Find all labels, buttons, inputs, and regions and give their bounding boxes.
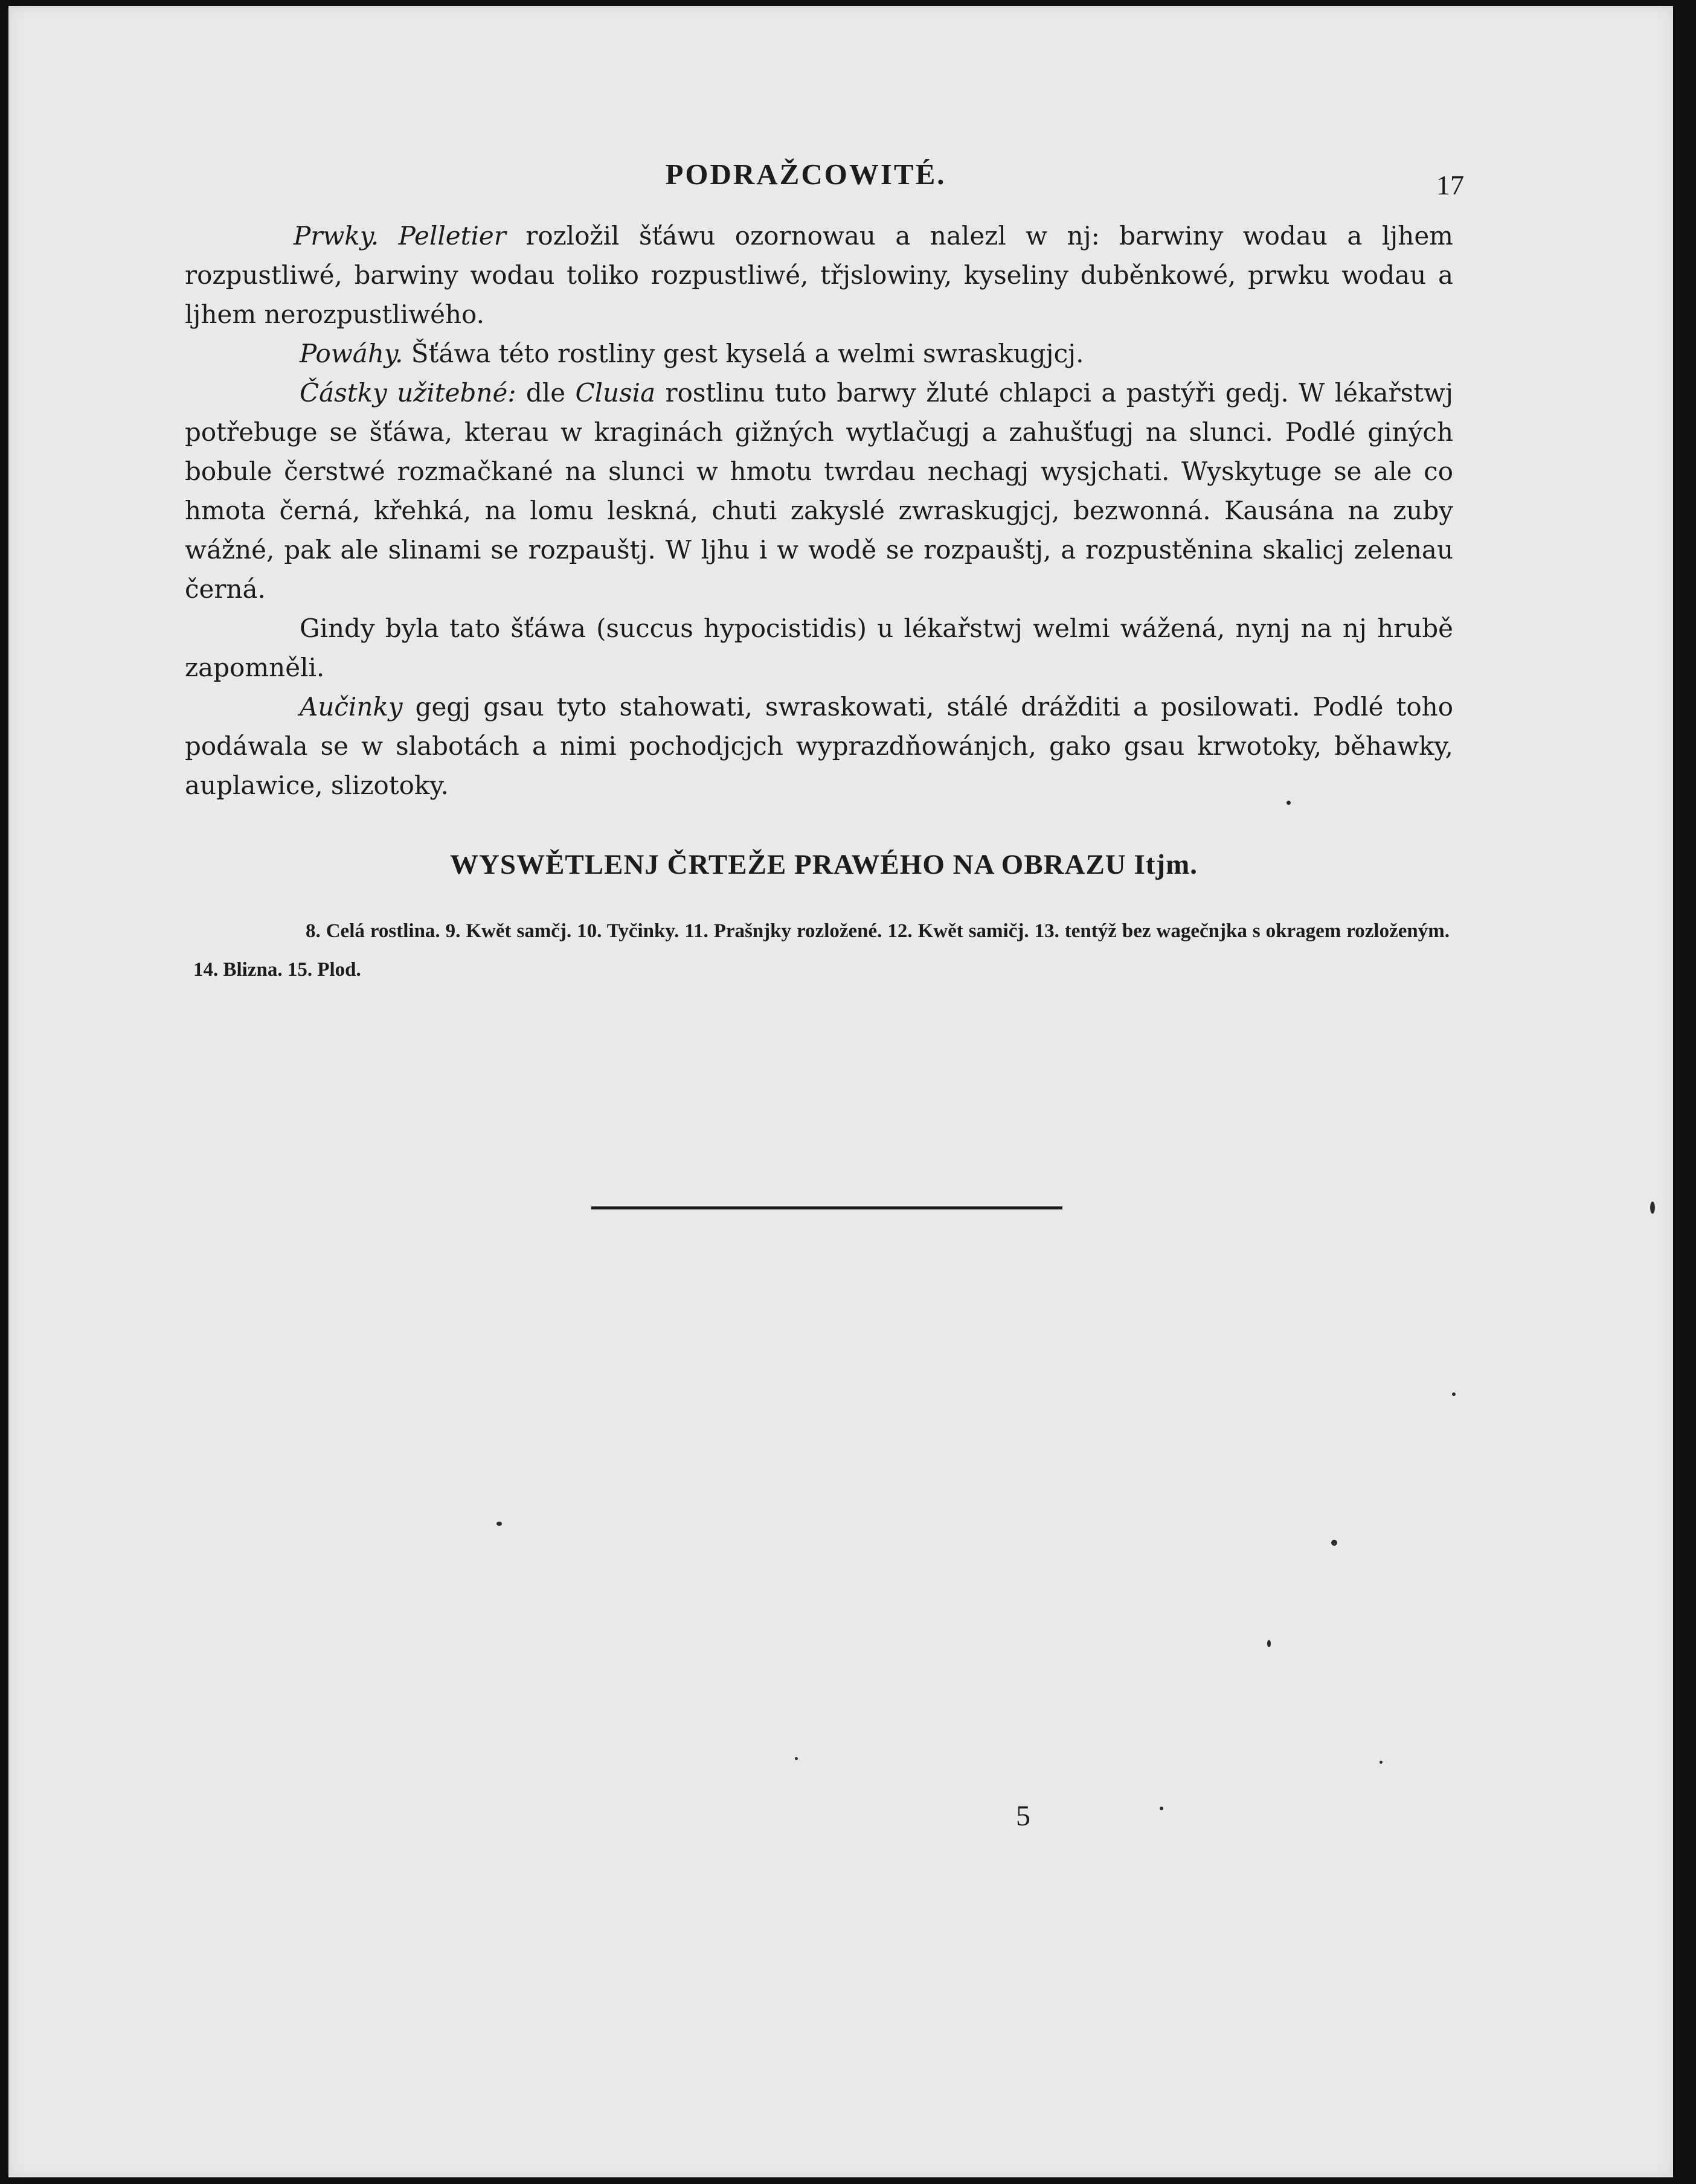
- paragraph-label: Powáhy.: [300, 339, 403, 368]
- paragraph-prwky: [185, 216, 1453, 334]
- signature-mark: 5: [1016, 1800, 1030, 1832]
- author-name: Clusia: [575, 378, 656, 408]
- body-text: [185, 216, 1453, 805]
- print-speck: [1286, 801, 1291, 805]
- print-speck: [1331, 1540, 1337, 1546]
- print-speck: [1650, 1202, 1655, 1214]
- paragraph-text: dle: [516, 378, 576, 408]
- paragraph-aucinky: [185, 687, 1453, 805]
- paragraph-label: Aučinky: [300, 692, 403, 722]
- paragraph-text: Gindy byla tato šťáwa (succus hypocistidis) u lékařstwj welmi wážená, nynj na nj hrubě zapomněli.: [185, 613, 1453, 682]
- page-sheet: [8, 6, 1673, 2177]
- print-speck: [1452, 1392, 1456, 1396]
- print-speck: [496, 1522, 502, 1526]
- paragraph-castky: [185, 373, 1453, 609]
- author-name: Pelletier: [398, 221, 506, 251]
- paragraph-label: Prwky.: [294, 221, 379, 251]
- page-number: 17: [1436, 170, 1464, 200]
- paragraph-text: gegj gsau tyto stahowati, swraskowati, stálé drážditi a posilowati. Podlé toho podáwala se w slabotách a nimi pochodjcjch wyprazdňowánjch, gako gsau krwotoky, běhawky, auplawice, slizotoky.: [185, 692, 1453, 800]
- paragraph-text: rostlinu tuto barwy žluté chlapci a pastýři gedj. W lékařstwj potřebuge se šťáwa, kterau w kraginách gižných wytlačugj a zahušťugj na slunci. Podlé giných bobule čerstwé rozmačkané na slunci w hmotu twrdau nechagj wysjchati. Wyskytuge se ale co hmota černá, křehká, na lomu leskná, chuti zakyslé zwraskugjcj, bezwonná. Kausána na zuby wážné, pak ale slinami se rozpauštj. W ljhu i w wodě se rozpauštj, a rozpustěnina skalicj zelenau černá.: [185, 378, 1453, 604]
- section-heading: WYSWĚTLENJ ČRTEŽE PRAWÉHO NA OBRAZU Itjm.: [449, 849, 1198, 880]
- end-rule: [591, 1206, 1062, 1209]
- paragraph-text: Šťáwa této rostliny gest kyselá a welmi swraskugjcj.: [403, 339, 1084, 368]
- paragraph-powahy: [185, 334, 1453, 373]
- figure-legend: [193, 912, 1450, 989]
- paragraph-gindy: [185, 609, 1453, 687]
- print-speck: [1160, 1807, 1163, 1810]
- legend-text: 8. Celá rostlina. 9. Kwět samčj. 10. Tyčinky. 11. Prašnjky rozložené. 12. Kwět samičj. 13. tentýž bez wagečnjka s okragem rozloženým. 14. Blizna. 15. Plod.: [193, 920, 1450, 981]
- paragraph-text: rozložil šťáwu ozornowau a nalezl w nj: barwiny wodau a ljhem rozpustliwé, barwiny wodau toliko rozpustliwé, třjslowiny, kyseliny duběnkowé, prwku wodau a ljhem nerozpustliwého.: [185, 221, 1453, 329]
- paragraph-label: Částky užitebné:: [300, 378, 516, 408]
- print-speck: [1380, 1761, 1383, 1764]
- running-title: PODRAŽCOWITÉ.: [665, 158, 946, 191]
- print-speck: [1267, 1640, 1271, 1647]
- print-speck: [795, 1757, 798, 1760]
